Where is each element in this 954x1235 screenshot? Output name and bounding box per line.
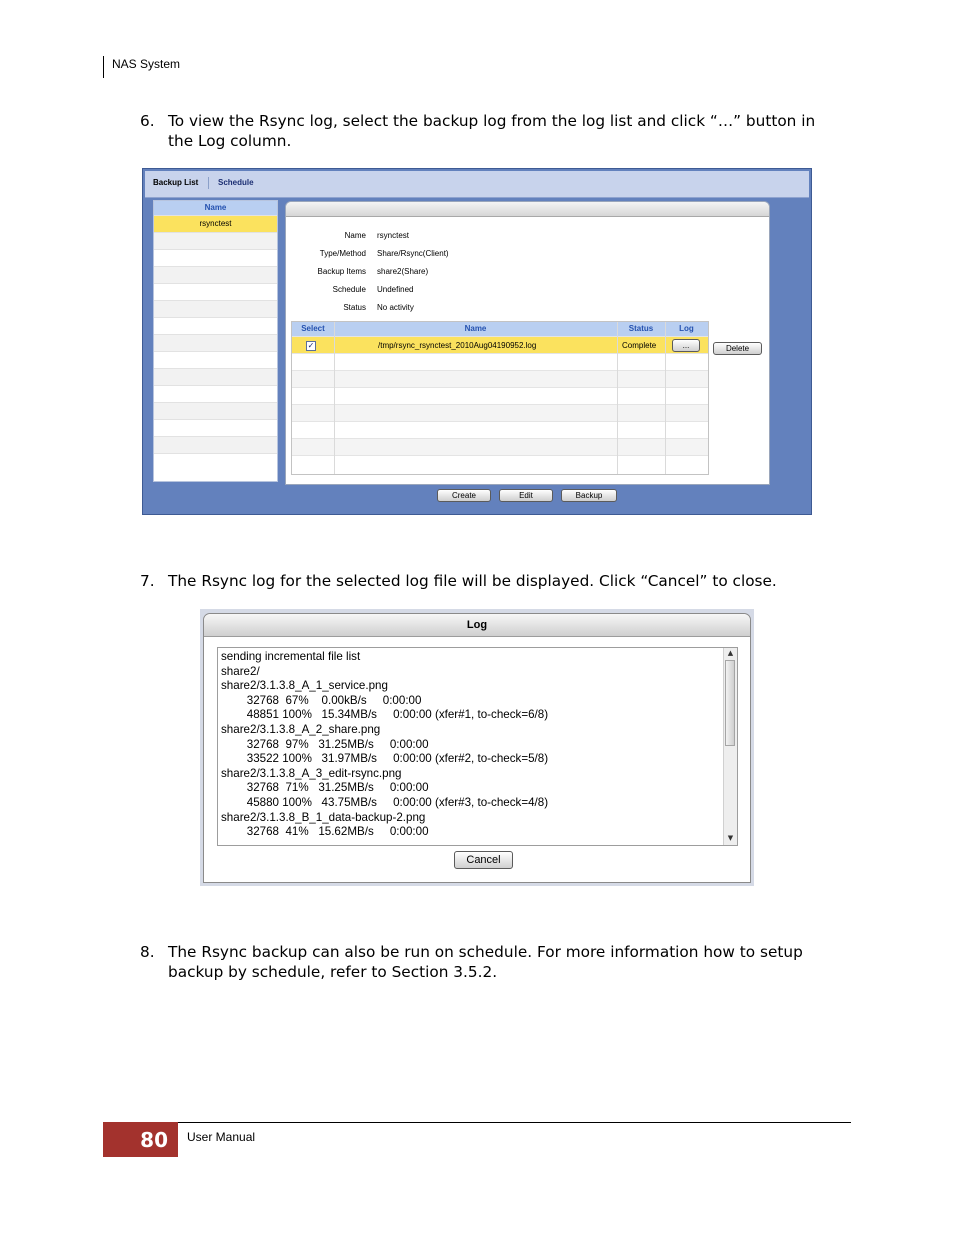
log-table-header bbox=[292, 322, 708, 336]
log-line: 32768 71% 31.25MB/s 0:00:00 bbox=[221, 781, 429, 795]
list-item-empty bbox=[154, 317, 277, 334]
footer-title: User Manual bbox=[187, 1130, 256, 1144]
log-line: 32768 97% 31.25MB/s 0:00:00 bbox=[221, 737, 429, 751]
log-line: share2/3.1.3.8_A_3_edit-rsync.png bbox=[221, 766, 402, 780]
list-item-empty bbox=[154, 249, 277, 266]
list-item-empty bbox=[154, 351, 277, 368]
table-row bbox=[292, 387, 708, 405]
info-label-name: Name bbox=[344, 231, 366, 240]
log-scrollbar[interactable] bbox=[723, 648, 737, 845]
scroll-down-icon[interactable]: ▼ bbox=[727, 834, 734, 842]
table-row bbox=[292, 353, 708, 371]
step-text: The Rsync backup can also be run on schedule. For more information how to setup backup by schedule, refer to Section 3.5.2. bbox=[168, 943, 803, 981]
log-file-name: /tmp/rsync_rsynctest_2010Aug04190952.log bbox=[378, 341, 537, 350]
log-line: 45880 100% 43.75MB/s 0:00:00 (xfer#3, to-check=4/8) bbox=[221, 796, 549, 809]
list-item-empty bbox=[154, 453, 277, 470]
log-line: 48851 100% 15.34MB/s 0:00:00 (xfer#1, to-check=6/8) bbox=[221, 708, 549, 722]
tab-bar bbox=[145, 171, 809, 198]
dialog-title: Log bbox=[204, 614, 750, 637]
footer-rule bbox=[178, 1122, 851, 1123]
log-line: share2/3.1.3.8_B_1_data-backup-2.png bbox=[221, 810, 426, 824]
info-label-schedule: Schedule bbox=[332, 285, 366, 294]
delete-button[interactable]: Delete bbox=[713, 342, 762, 355]
page-number: 80 bbox=[140, 1128, 168, 1152]
column-divider bbox=[617, 322, 618, 474]
log-text-area[interactable] bbox=[217, 647, 738, 846]
list-item-rsynctest[interactable]: rsynctest bbox=[154, 215, 277, 232]
col-status: Status bbox=[628, 324, 654, 333]
backup-task-list bbox=[153, 200, 278, 482]
log-dialog bbox=[203, 613, 751, 883]
view-log-button[interactable]: ... bbox=[672, 339, 700, 352]
column-divider bbox=[665, 322, 666, 474]
log-line: share2/ bbox=[221, 664, 260, 678]
list-item-empty bbox=[154, 334, 277, 351]
list-item-empty bbox=[154, 419, 277, 436]
scroll-up-icon[interactable]: ▲ bbox=[727, 649, 734, 657]
log-line: sending incremental file list bbox=[221, 650, 361, 663]
info-value-type: Share/Rsync(Client) bbox=[377, 249, 449, 258]
table-row bbox=[292, 421, 708, 439]
col-log: Log bbox=[679, 324, 694, 333]
cancel-button[interactable]: Cancel bbox=[454, 851, 513, 869]
tab-schedule[interactable]: Schedule bbox=[218, 178, 254, 187]
info-value-items: share2(Share) bbox=[377, 267, 429, 276]
step-text: The Rsync log for the selected log file will be displayed. Click “Cancel” to close. bbox=[168, 572, 777, 590]
info-value-status: No activity bbox=[377, 303, 414, 312]
info-label-status: Status bbox=[343, 303, 366, 312]
step-number: 7. bbox=[140, 572, 155, 590]
table-row bbox=[292, 370, 708, 388]
backup-list-screenshot bbox=[142, 168, 812, 515]
log-line: share2/3.1.3.8_A_2_share.png bbox=[221, 723, 381, 736]
detail-panel-header bbox=[286, 202, 769, 217]
log-status: Complete bbox=[622, 341, 657, 350]
table-row[interactable] bbox=[292, 336, 708, 354]
log-line: 32768 41% 15.62MB/s 0:00:00 bbox=[221, 825, 429, 839]
info-label-type: Type/Method bbox=[319, 249, 366, 258]
list-item-empty bbox=[154, 300, 277, 317]
list-item-empty bbox=[154, 283, 277, 300]
table-row bbox=[292, 438, 708, 456]
backup-button[interactable]: Backup bbox=[561, 489, 617, 502]
tab-divider bbox=[208, 177, 209, 189]
tab-backup-list[interactable]: Backup List bbox=[153, 178, 199, 187]
info-value-schedule: Undefined bbox=[377, 285, 414, 294]
select-checkbox[interactable]: ✓ bbox=[307, 341, 315, 350]
step-text: To view the Rsync log, select the backup log from the log list and click “…” button in the Log column. bbox=[168, 112, 816, 150]
scroll-thumb[interactable] bbox=[725, 660, 735, 746]
step-8 bbox=[140, 943, 840, 983]
create-button[interactable]: Create bbox=[437, 489, 491, 502]
info-label-items: Backup Items bbox=[317, 267, 366, 276]
list-header: Name bbox=[154, 201, 277, 215]
log-line: 32768 67% 0.00kB/s 0:00:00 bbox=[221, 693, 422, 707]
list-item-empty bbox=[154, 368, 277, 385]
log-dialog-screenshot bbox=[200, 609, 754, 886]
step-number: 6. bbox=[140, 112, 155, 130]
step-7 bbox=[140, 572, 840, 592]
log-line: 33522 100% 31.97MB/s 0:00:00 (xfer#2, to-check=5/8) bbox=[221, 752, 549, 766]
info-value-name: rsynctest bbox=[377, 231, 410, 240]
action-bar bbox=[145, 486, 809, 508]
table-row bbox=[292, 404, 708, 422]
list-item-empty bbox=[154, 266, 277, 283]
list-item-empty bbox=[154, 385, 277, 402]
col-name: Name bbox=[464, 324, 487, 333]
running-header: NAS System bbox=[112, 57, 181, 71]
table-row bbox=[292, 455, 708, 473]
step-number: 8. bbox=[140, 943, 155, 961]
log-table bbox=[291, 321, 709, 475]
list-item-empty bbox=[154, 436, 277, 453]
list-item-empty bbox=[154, 402, 277, 419]
list-item-empty bbox=[154, 232, 277, 249]
step-6 bbox=[140, 112, 840, 152]
header-rule bbox=[103, 56, 104, 78]
edit-button[interactable]: Edit bbox=[499, 489, 553, 502]
log-line: share2/3.1.3.8_A_1_service.png bbox=[221, 679, 388, 693]
col-select: Select bbox=[301, 324, 325, 333]
column-divider bbox=[334, 322, 335, 474]
